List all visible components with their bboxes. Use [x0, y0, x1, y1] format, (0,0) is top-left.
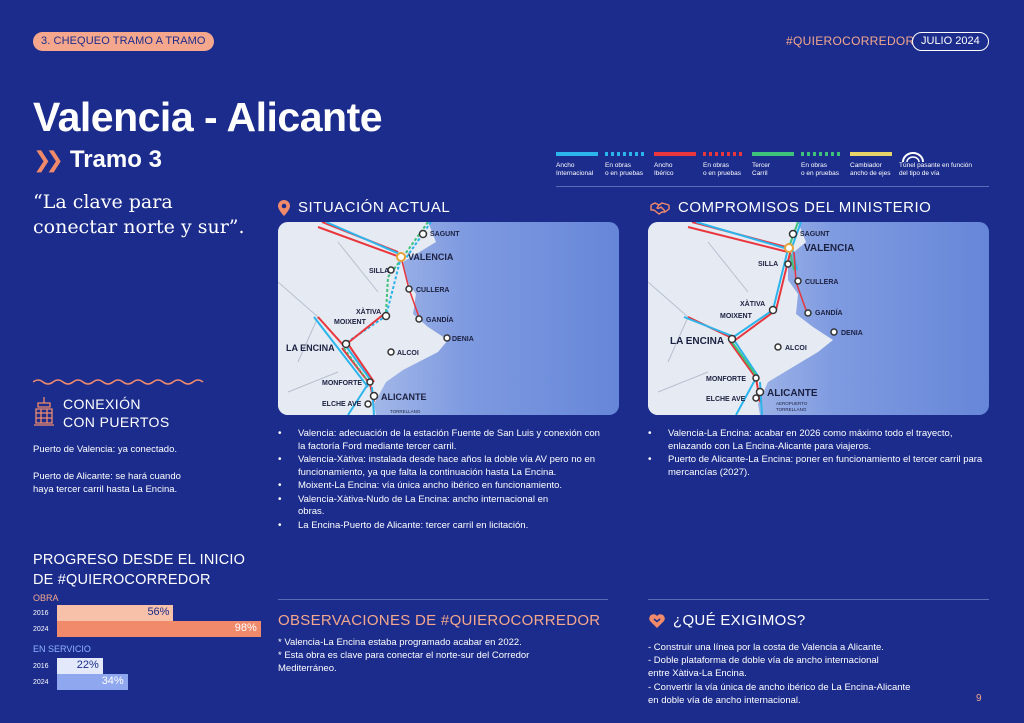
- date-badge: JULIO 2024: [912, 32, 989, 51]
- progress-row: [33, 658, 103, 674]
- map-label: GANDÍA: [426, 317, 454, 324]
- legend-label: En obras o en pruebas: [801, 162, 839, 177]
- legend-swatch: [801, 152, 843, 156]
- rail-map: [278, 222, 619, 415]
- divider: [648, 599, 989, 600]
- section-label: 3. CHEQUEO TRAMO A TRAMO: [33, 32, 214, 51]
- legend-label: En obras o en pruebas: [605, 162, 643, 177]
- map-label: SAGUNT: [430, 231, 460, 238]
- legend-item: [850, 152, 899, 178]
- map-label: TORRELLANO: [390, 409, 421, 414]
- list-item: • Valencia-La Encina: acabar en 2026 como máximo todo el trayecto, enlazando con La Encina-Alicante para viajeros.: [648, 428, 983, 453]
- observaciones-title: OBSERVACIONES DE #QUIEROCORREDOR: [278, 612, 601, 629]
- progress-year: 2016: [33, 662, 49, 670]
- map-label: ALCOI: [785, 345, 807, 352]
- tunnel-icon: [901, 152, 925, 162]
- map-label: LA ENCINA: [670, 336, 725, 347]
- port-alicante-text: Puerto de Alicante: se hará cuando haya tercer carril hasta La Encina.: [33, 471, 181, 495]
- legend-swatch: [605, 152, 647, 156]
- map-label: MONFORTE: [706, 376, 747, 383]
- legend-item: [801, 152, 850, 178]
- map-label: XÀTIVA: [740, 301, 766, 308]
- list-item: • Valencia: adecuación de la estación Fuente de San Luis y conexión con la factoría Ford mediante tercer carril.: [278, 428, 608, 453]
- progress-year: 2016: [33, 609, 49, 617]
- map-label: MONFORTE: [322, 380, 363, 387]
- map-label: MOIXENT: [334, 319, 366, 326]
- progress-bar: [57, 621, 261, 637]
- double-chevron-icon: ❯❯: [33, 147, 58, 172]
- map-legend: [556, 152, 983, 178]
- legend-item: [556, 152, 605, 178]
- map-label: VALENCIA: [804, 243, 855, 254]
- map-label: VALENCIA: [408, 252, 454, 262]
- progress-value: 34%: [101, 675, 124, 687]
- progress-year: 2024: [33, 678, 49, 686]
- legend-swatch: [654, 152, 696, 156]
- page-title: Valencia - Alicante: [33, 94, 383, 140]
- quote-line: “La clave para: [33, 191, 173, 213]
- quote-line: conectar norte y sur”.: [33, 216, 245, 238]
- map-label: SAGUNT: [800, 231, 830, 238]
- legend-item: [605, 152, 654, 178]
- divider: [278, 599, 608, 600]
- section-title: COMPROMISOS DEL MINISTERIO: [678, 199, 932, 216]
- map-label: CULLERA: [416, 287, 450, 294]
- list-item: • Valencia-Xàtiva: instalada desde hace años la doble vía AV pero no en funcionamiento, ya que falta la continuación hasta La Encina.: [278, 454, 608, 479]
- map-label: SILLA: [369, 268, 390, 275]
- legend-item: [899, 152, 983, 178]
- progress-value: 56%: [147, 606, 170, 618]
- legend-label: Ancho Internacional: [556, 162, 594, 177]
- divider: [556, 186, 989, 187]
- heart-chevron-icon: [648, 613, 666, 629]
- progress-bar: [57, 674, 128, 690]
- legend-label: En obras o en pruebas: [703, 162, 741, 177]
- conexion-title: CONEXIÓN CON PUERTOS: [63, 396, 170, 430]
- port-valencia-text: Puerto de Valencia: ya conectado.: [33, 444, 178, 455]
- map-label: ELCHE AVE: [322, 401, 362, 408]
- progress-row: [33, 674, 128, 690]
- legend-swatch: [703, 152, 745, 156]
- map-label: MOIXENT: [720, 313, 752, 320]
- legend-item: [752, 152, 801, 178]
- progress-row: [33, 605, 173, 621]
- map-label: AEROPUERTO: [776, 401, 808, 406]
- map-label: ALICANTE: [381, 392, 427, 402]
- location-pin-icon: [278, 200, 290, 216]
- wave-divider: [33, 378, 205, 386]
- observaciones-text: * Valencia-La Encina estaba programado acabar en 2022. * Esta obra es clave para conectar el norte-sur del Corredor Mediterráneo.: [278, 637, 530, 674]
- map-label: XÀTIVA: [356, 309, 382, 316]
- list-item: • La Encina-Puerto de Alicante: tercer carril en licitación.: [278, 520, 608, 533]
- exigimos-title: ¿QUÉ EXIGIMOS?: [673, 612, 806, 629]
- map-label: TORRELLANO: [776, 407, 807, 412]
- legend-swatch: [556, 152, 598, 156]
- map-label: ELCHE AVE: [706, 396, 746, 403]
- progress-group-label: EN SERVICIO: [33, 644, 91, 654]
- list-item: • Valencia-Xàtiva-Nudo de La Encina: ancho internacional en obras.: [278, 494, 573, 519]
- legend-swatch: [850, 152, 892, 156]
- progress-row: [33, 621, 261, 637]
- compromisos-list: [648, 428, 983, 480]
- subtitle-row: [33, 146, 162, 174]
- handshake-icon: [650, 201, 670, 215]
- conexion-header: [33, 395, 170, 432]
- list-item: • Moixent-La Encina: vía única ancho ibérico en funcionamiento.: [278, 480, 608, 493]
- section-title: SITUACIÓN ACTUAL: [298, 199, 451, 216]
- situacion-list: [278, 428, 608, 533]
- exigimos-text: - Construir una línea por la costa de Valencia a Alicante. - Doble plataforma de doble vía de ancho internacional entre Xàtiva-La Encina. - Convertir la vía única de ancho ibérico de La Encina-Alicante en doble vía de ancho internacional.: [648, 642, 911, 706]
- progress-year: 2024: [33, 625, 49, 633]
- progress-bar: [57, 658, 103, 674]
- port-crane-icon: [33, 397, 55, 432]
- progress-bar: [57, 605, 173, 621]
- compromisos-header: [650, 199, 931, 216]
- map-label: DENIA: [452, 336, 474, 343]
- map-situacion: [278, 222, 619, 415]
- subtitle: Tramo 3: [69, 146, 162, 173]
- legend-label: Ancho Ibérico: [654, 162, 674, 177]
- legend-label: Tercer Carril: [752, 162, 771, 177]
- progress-value: 98%: [234, 622, 257, 634]
- map-label: ALCOI: [397, 350, 419, 357]
- map-label: SILLA: [758, 261, 779, 268]
- map-label: LA ENCINA: [286, 343, 335, 353]
- legend-item: [703, 152, 752, 178]
- progress-title: PROGRESO DESDE EL INICIO DE #QUIEROCORREDOR: [33, 552, 246, 588]
- page-number: 9: [976, 693, 982, 704]
- map-label: GANDÍA: [815, 310, 843, 317]
- exigimos-header: [648, 612, 806, 629]
- hashtag: #QUIEROCORREDOR: [786, 34, 915, 48]
- legend-label: Túnel pasante en función del tipo de vía: [899, 162, 972, 177]
- legend-item: [654, 152, 703, 178]
- progress-value: 22%: [76, 659, 99, 671]
- legend-label: Cambiador ancho de ejes: [850, 162, 891, 177]
- situacion-header: [278, 199, 450, 216]
- rail-map: [648, 222, 989, 415]
- map-compromisos: [648, 222, 989, 415]
- legend-swatch: [752, 152, 794, 156]
- map-label: CULLERA: [805, 279, 839, 286]
- list-item: • Puerto de Alicante-La Encina: poner en funcionamiento el tercer carril para mercancías (2027).: [648, 454, 983, 479]
- quote: [33, 190, 245, 240]
- progress-group-label: OBRA: [33, 593, 59, 603]
- map-label: ALICANTE: [767, 388, 818, 399]
- map-label: DENIA: [841, 330, 863, 337]
